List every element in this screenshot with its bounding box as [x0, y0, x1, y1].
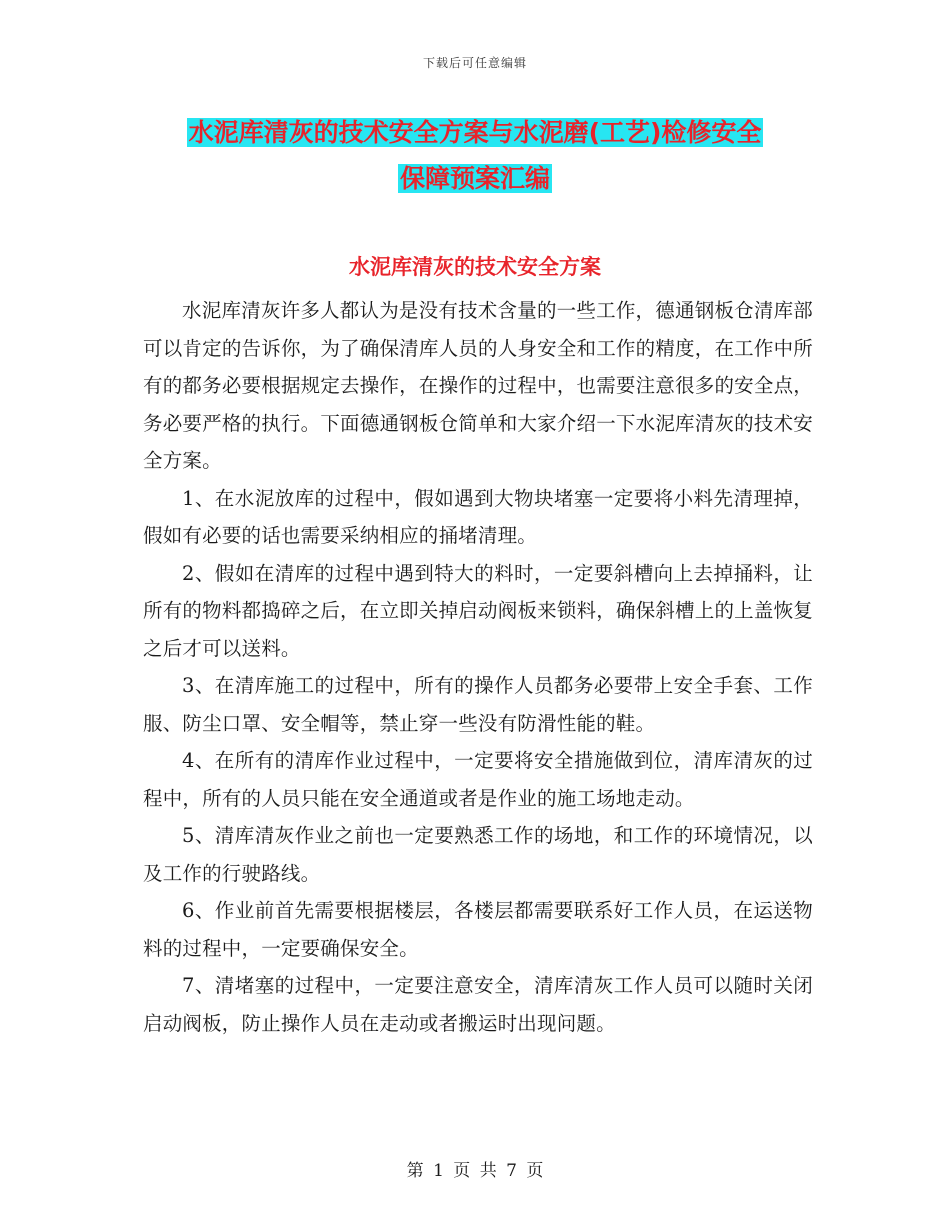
- list-item-5: 5、清库清灰作业之前也一定要熟悉工作的场地，和工作的环境情况，以及工作的行驶路线。: [143, 824, 813, 885]
- body-text: [143, 292, 813, 1042]
- list-item-3: 3、在清库施工的过程中，所有的操作人员都务必要带上安全手套、工作服、防尘口罩、安全帽等，禁止穿一些没有防滑性能的鞋。: [143, 674, 813, 735]
- list-item-2: 2、假如在清库的过程中遇到特大的料时，一定要斜槽向上去掉捅料，让所有的物料都捣碎之后，在立即关掉启动阀板来锁料，确保斜槽上的上盖恢复之后才可以送料。: [143, 561, 813, 660]
- document-title-line-2: 保障预案汇编: [399, 164, 550, 193]
- list-item-1: 1、在水泥放库的过程中，假如遇到大物块堵塞一定要将小料先清理掉，假如有必要的话也需要采纳相应的捅堵清理。: [143, 486, 813, 547]
- list-item-7: 7、清堵塞的过程中，一定要注意安全，清库清灰工作人员可以随时关闭启动阀板，防止操作人员在走动或者搬运时出现问题。: [143, 974, 813, 1035]
- intro-paragraph: 水泥库清灰许多人都认为是没有技术含量的一些工作，德通钢板仓清库部可以肯定的告诉你，为了确保清库人员的人身安全和工作的精度，在工作中所有的都务必要根据规定去操作，在操作的过程中，也需要注意很多的安全点，务必要严格的执行。下面德通钢板仓简单和大家介绍一下水泥库清灰的技术安全方案。: [143, 299, 813, 472]
- section-title: 水泥库清灰的技术安全方案: [349, 255, 601, 279]
- document-title: [0, 110, 950, 202]
- page-number: 第 1 页 共 7 页: [406, 1161, 544, 1181]
- list-item-4: 4、在所有的清库作业过程中，一定要将安全措施做到位，清库清灰的过程中，所有的人员只能在安全通道或者是作业的施工场地走动。: [143, 749, 813, 810]
- header-note: 下载后可任意编辑: [422, 56, 527, 70]
- document-title-line-1: 水泥库清灰的技术安全方案与水泥磨(工艺)检修安全: [188, 118, 762, 147]
- list-item-6: 6、作业前首先需要根据楼层，各楼层都需要联系好工作人员，在运送物料的过程中，一定要确保安全。: [143, 899, 813, 960]
